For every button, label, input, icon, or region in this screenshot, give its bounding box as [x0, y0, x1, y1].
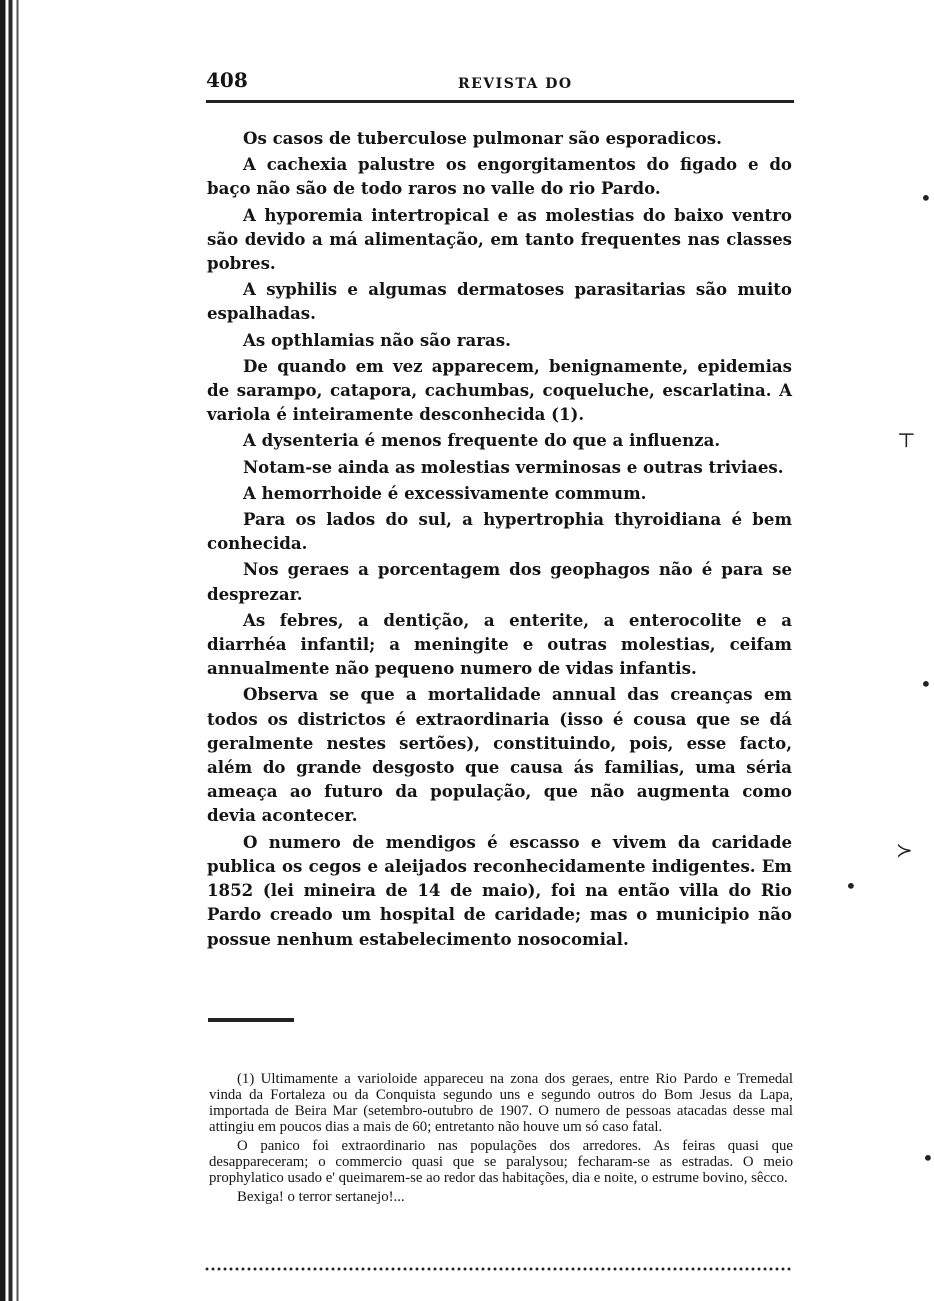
footnote-rule: [208, 1018, 294, 1022]
margin-mark: •: [922, 1146, 934, 1170]
paragraph: Os casos de tuberculose pulmonar são esporadicos.: [243, 128, 722, 148]
paragraph: Notam-se ainda as molestias verminosas e outras triviaes.: [243, 456, 784, 477]
running-head: REVISTA DO: [458, 76, 573, 92]
paragraph: A hyporemia intertropical e as molestias do baixo ventro são devido a má alimentação, em tanto frequentes nas classes pobres.: [207, 204, 792, 274]
paragraph: Nos geraes a porcentagem dos geophagos não é para se desprezar.: [207, 559, 792, 604]
bottom-ornament-rule: [204, 1266, 792, 1272]
paragraph: As opthlamias não são raras.: [243, 329, 511, 350]
footnote: (1) Ultimamente a varioloide appareceu na zona dos geraes, entre Rio Pardo e Tremedal vinda da Fortaleza ou da Conquista segundo uns e segundo outros do Bom Jesus da Lapa, importada de Beira Mar (setembro-outubro de 1907. O numero de pessoas atacadas desse mal attingiu em poucos dias a mais de 60; entretanto não houve um só caso fatal.: [209, 1071, 793, 1135]
margin-mark: •: [920, 672, 932, 696]
page-number: 408: [206, 68, 248, 92]
footnote: Bexiga! o terror sertanejo!...: [237, 1189, 405, 1205]
paragraph: A cachexia palustre os engorgitamentos do figado e do baço não são de todo raros no valle do rio Pardo.: [207, 154, 792, 199]
margin-mark: ⊤: [897, 428, 916, 452]
paragraph: Observa se que a mortalidade annual das creanças em todos os districtos é extraordinaria (isso é cousa que se dá geralmente nestes sertões), constituindo, pois, esse facto, além do grande desgosto que causa ás familias, uma séria ameaça ao futuro da população, que não augmenta como devia acontecer.: [207, 684, 792, 826]
page-header: [206, 62, 794, 106]
paragraph: De quando em vez apparecem, benignamente, epidemias de sarampo, catapora, cachumbas, coqueluche, escarlatina. A variola é inteiramente desconhecida (1).: [207, 355, 792, 425]
paragraph: O numero de mendigos é escasso e vivem da caridade publica os cegos e aleijados reconhecidamente indigentes. Em 1852 (lei mineira de 14 de maio), foi na então villa do Rio Pardo creado um hospital de caridade; mas o municipio não possue nenhum estabelecimento nosocomial.: [207, 831, 792, 949]
margin-mark: ≻: [896, 838, 913, 862]
footnotes: [209, 1071, 793, 1208]
paragraph: A syphilis e algumas dermatoses parasitarias são muito espalhadas.: [207, 279, 792, 324]
paragraph: As febres, a dentição, a enterite, a enterocolite e a diarrhéa infantil; a meningite e outras molestias, ceifam annualmente não pequeno numero de vidas infantis.: [207, 609, 792, 679]
margin-mark: •: [920, 186, 932, 210]
book-binding-edge: [0, 0, 22, 1301]
paragraph: Para os lados do sul, a hypertrophia thyroidiana é bem conhecida.: [207, 509, 792, 554]
margin-mark: •: [845, 874, 857, 898]
main-text: [207, 126, 792, 953]
paragraph: A dysenteria é menos frequente do que a influenza.: [243, 430, 721, 451]
paragraph: A hemorrhoide é excessivamente commum.: [243, 482, 647, 503]
header-rule: [206, 100, 794, 103]
footnote: O panico foi extraordinario nas populações dos arredores. As feiras quasi que desappareceram; o commercio quasi que se paralysou; fecharam-se as estradas. O meio prophylatico usado e' queimarem-se ao redor das habitações, dia e noite, o estrume bovino, sêcco.: [209, 1138, 793, 1186]
